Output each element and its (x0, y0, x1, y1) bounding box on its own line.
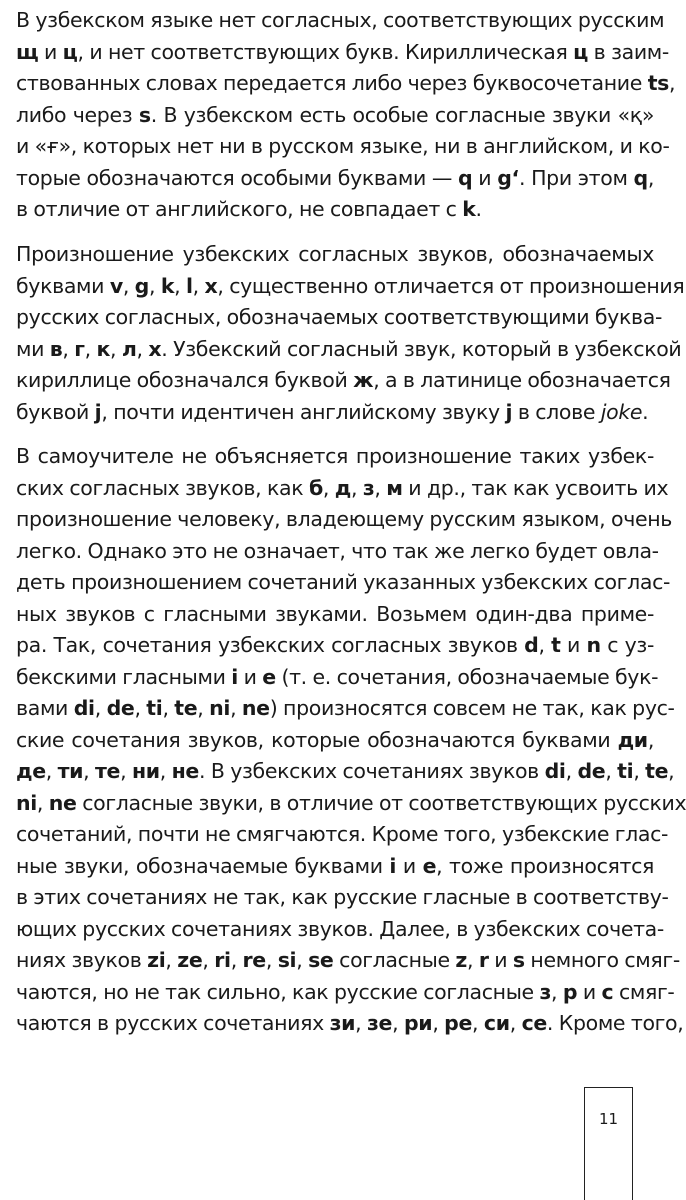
bold-letter: в (49, 336, 63, 361)
text-run: , (134, 696, 147, 720)
text-run: , (83, 759, 95, 783)
text-run: , (110, 336, 122, 361)
text-line (16, 334, 682, 366)
text-run: , (149, 273, 161, 298)
bold-letter: ц (573, 39, 588, 64)
text-line (16, 788, 686, 820)
bold-letter: си (483, 1011, 510, 1035)
text-run: ) произносятся совсем не так, как рус- (269, 696, 675, 720)
text-run: чаются, но не так сильно, как русские согласные (16, 979, 540, 1004)
text-line (16, 68, 676, 100)
bold-letter: ts (647, 71, 670, 95)
bold-letter: ри (403, 1011, 433, 1035)
text-run: ских согласных звуков, как (16, 475, 309, 500)
text-run: , (202, 948, 215, 972)
text-line (16, 504, 673, 536)
text-run: ниях звуков (16, 948, 148, 972)
text-run: (т. е. сочетания, обозначаемые бук- (275, 664, 659, 689)
text-run: в слове (512, 399, 601, 424)
text-line (16, 630, 654, 662)
bold-letter: de (577, 759, 606, 783)
bold-letter: ti (617, 759, 634, 783)
text-run: , (174, 273, 186, 298)
bold-letter: ти (57, 759, 84, 783)
text-run: , (392, 1011, 404, 1035)
text-line (16, 5, 665, 37)
bold-letter: g‘ (497, 165, 519, 190)
text-run: , (192, 273, 205, 298)
bold-letter: з (539, 979, 552, 1004)
text-run: ные звуки, обозначаемые буквами (16, 853, 390, 878)
text-run: , (538, 633, 552, 657)
text-line (16, 567, 671, 599)
text-line (16, 100, 654, 132)
paragraph-3 (16, 441, 686, 1040)
bold-letter: s (512, 948, 525, 972)
bold-letter: ни (131, 759, 160, 783)
paragraph-2 (16, 239, 685, 428)
bold-letter: r (478, 948, 489, 972)
text-run: , (633, 759, 646, 783)
bold-letter: зе (367, 1011, 393, 1035)
text-line (16, 271, 685, 303)
text-run: ствованных словах передается либо через буквосочетание (16, 71, 648, 95)
bold-letter: k (462, 197, 476, 221)
text-run: , и нет соответствующих букв. Кириллическая (77, 39, 574, 64)
text-run: , (230, 948, 243, 972)
text-run: бекскими гласными (16, 664, 232, 689)
text-run: и (38, 39, 63, 64)
text-line (16, 194, 654, 226)
text-run: . Кроме того, (546, 1011, 684, 1035)
text-line (16, 536, 659, 568)
page-number: 11 (598, 1110, 619, 1128)
text-run: . При этом (518, 165, 634, 190)
bold-letter: б (308, 475, 323, 500)
text-run: либо через (16, 102, 139, 127)
bold-letter: j (505, 399, 513, 424)
bold-letter: се (521, 1011, 547, 1035)
text-run: смяг- (613, 979, 675, 1004)
text-run: , (466, 948, 479, 972)
text-run: торые обозначаются особыми буквами — (16, 165, 458, 190)
text-run: , (84, 336, 97, 361)
text-run: , (136, 336, 149, 361)
text-run: , (605, 759, 618, 783)
text-run: , (374, 475, 387, 500)
text-run: буквой (16, 399, 95, 424)
text-line (16, 599, 654, 631)
bold-letter: x (204, 273, 218, 298)
text-run: в заим- (588, 39, 669, 64)
text-run: и «ғ», которых нет ни в русском языке, ни в английском, и ко- (16, 134, 670, 158)
text-run: , тоже произносятся (436, 853, 654, 878)
text-run: . Узбекский согласный звук, который в узбекской (161, 336, 682, 361)
bold-letter: e (262, 664, 276, 689)
text-run: ных звуков с гласными звуками. Возьмем один-два приме- (16, 601, 654, 626)
text-run: и (577, 979, 602, 1004)
bold-letter: l (185, 273, 193, 298)
bold-letter: e (422, 853, 437, 878)
text-run: , (322, 475, 335, 500)
text-line (16, 851, 654, 883)
text-run: согласные звуки, в отличие от соответствующих русских (76, 790, 686, 815)
text-run: , (551, 979, 563, 1004)
text-run: , (509, 1011, 522, 1035)
text-line (16, 473, 669, 505)
text-line (16, 441, 654, 473)
italic-word: joke (600, 399, 643, 424)
text-run: в этих сочетаниях не так, как русские гласные в соответству- (16, 885, 669, 909)
text-run: , (94, 696, 107, 720)
bold-letter: м (386, 475, 403, 500)
text-run: , (162, 696, 175, 720)
text-run: ющих русских сочетаниях звуков. Далее, в узбекских сочета- (16, 916, 664, 941)
bold-letter: р (562, 979, 578, 1004)
bold-letter: ц (62, 39, 78, 64)
bold-letter: k (160, 273, 175, 298)
text-run: немного смяг- (524, 948, 680, 972)
bold-letter: ri (214, 948, 231, 972)
bold-letter: х (148, 336, 162, 361)
text-line (16, 1008, 684, 1040)
bold-letter: ре (444, 1011, 473, 1035)
bold-letter: ni (16, 790, 37, 815)
text-line (16, 302, 662, 334)
text-run: и (472, 165, 498, 190)
text-run: сочетаний, почти не смягчаются. Кроме того, узбекские глас- (16, 822, 669, 846)
text-run: русских согласных, обозначаемых соответствующими буква- (16, 305, 662, 329)
bold-letter: zi (147, 948, 166, 972)
text-run: , (230, 696, 242, 720)
text-line (16, 397, 654, 429)
text-run: деть произношением сочетаний указанных узбекских соглас- (16, 570, 671, 594)
text-line (16, 756, 675, 788)
bold-letter: к (96, 336, 111, 361)
bold-letter: з (362, 475, 375, 500)
bold-letter: зи (329, 1011, 356, 1035)
bold-letter: di (73, 696, 95, 720)
text-run: в отличие от английского, не совпадает с (16, 197, 463, 221)
text-run: , (350, 475, 363, 500)
bold-letter: di (544, 759, 566, 783)
text-run: буквами (16, 273, 110, 298)
text-run: , (296, 948, 309, 972)
text-run: согласные (333, 948, 456, 972)
bold-letter: si (277, 948, 297, 972)
text-run: В самоучителе не объясняется произношение таких узбек- (16, 444, 654, 468)
text-line (16, 725, 654, 757)
text-run: Произношение узбекских согласных звуков, обозначаемых (16, 242, 654, 266)
bold-letter: re (242, 948, 266, 972)
text-run: , (197, 696, 210, 720)
text-run: . В узбекском есть особые согласные звуки «қ» (150, 102, 655, 127)
bold-letter: л (121, 336, 137, 361)
text-run: и др., так как усвоить их (402, 475, 669, 500)
text-run: и (560, 633, 587, 657)
bold-letter: n (586, 633, 601, 657)
text-line (16, 819, 669, 851)
text-run: , существенно отличается от произношения (217, 273, 685, 298)
bold-letter: г (74, 336, 85, 361)
text-run: . В узбекских сочетаниях звуков (198, 759, 545, 783)
bold-letter: i (389, 853, 397, 878)
page-number-frame (584, 1087, 633, 1200)
text-run: , (62, 336, 75, 361)
text-run: , (159, 759, 172, 783)
bold-letter: z (455, 948, 467, 972)
bold-letter: ж (353, 368, 374, 392)
bold-letter: s (138, 102, 151, 127)
text-run: , (565, 759, 578, 783)
text-run: произношение человеку, владеющему русским языком, очень (16, 507, 673, 531)
text-line (16, 662, 659, 694)
text-run: , (36, 790, 49, 815)
text-run: с уз- (600, 633, 654, 657)
text-run: , (668, 759, 675, 783)
text-line (16, 693, 675, 725)
text-run: , (45, 759, 58, 783)
bold-letter: j (94, 399, 102, 424)
text-run: ми (16, 336, 50, 361)
text-run: , (355, 1011, 367, 1035)
bold-letter: q (458, 165, 473, 190)
bold-letter: i (231, 664, 238, 689)
text-run: , (120, 759, 132, 783)
bold-letter: ди (617, 727, 648, 752)
text-run: ра. Так, сочетания узбекских согласных звуков (16, 633, 525, 657)
text-run: и (488, 948, 513, 972)
text-run: . (475, 197, 482, 221)
text-run: , (472, 1011, 484, 1035)
text-run: кириллице обозначался буквой (16, 368, 354, 392)
bold-letter: d (524, 633, 539, 657)
bold-letter: ti (146, 696, 163, 720)
text-line (16, 365, 671, 397)
text-line (16, 163, 654, 195)
bold-letter: с (601, 979, 614, 1004)
bold-letter: те (95, 759, 121, 783)
bold-letter: v (109, 273, 123, 298)
bold-letter: te (645, 759, 669, 783)
bold-letter: de (106, 696, 135, 720)
text-run: , (669, 71, 676, 95)
text-line (16, 239, 654, 271)
text-run: вами (16, 696, 74, 720)
text-run: , (165, 948, 178, 972)
text-run: и (396, 853, 423, 878)
text-run: В узбекском языке нет согласных, соответствующих русским (16, 8, 665, 32)
text-run: . (642, 399, 649, 424)
text-line (16, 131, 670, 163)
text-line (16, 882, 669, 914)
bold-letter: ne (241, 696, 270, 720)
paragraph-1 (16, 5, 676, 226)
bold-letter: se (308, 948, 334, 972)
bold-letter: де (16, 759, 46, 783)
bold-letter: g (134, 273, 149, 298)
bold-letter: д (334, 475, 351, 500)
text-run: , (122, 273, 135, 298)
text-run: и (237, 664, 263, 689)
text-run: , (647, 165, 655, 190)
text-run: ские сочетания звуков, которые обозначаются буквами (16, 727, 618, 752)
bold-letter: ze (177, 948, 203, 972)
bold-letter: te (174, 696, 198, 720)
text-line (16, 37, 669, 69)
bold-letter: q (633, 165, 648, 190)
text-line (16, 914, 664, 946)
bold-letter: не (171, 759, 199, 783)
text-run: , а в латинице обозначается (373, 368, 671, 392)
text-line (16, 945, 680, 977)
text-run: , почти идентичен английскому звуку (101, 399, 506, 424)
text-run: чаются в русских сочетаниях (16, 1011, 330, 1035)
bold-letter: t (551, 633, 561, 657)
text-run: , (265, 948, 278, 972)
text-run: , (432, 1011, 445, 1035)
bold-letter: щ (16, 39, 39, 64)
bold-letter: ni (209, 696, 231, 720)
text-run: , (647, 727, 654, 752)
text-run: легко. Однако это не означает, что так же легко будет овла- (16, 538, 659, 563)
bold-letter: ne (48, 790, 77, 815)
text-line (16, 977, 675, 1009)
